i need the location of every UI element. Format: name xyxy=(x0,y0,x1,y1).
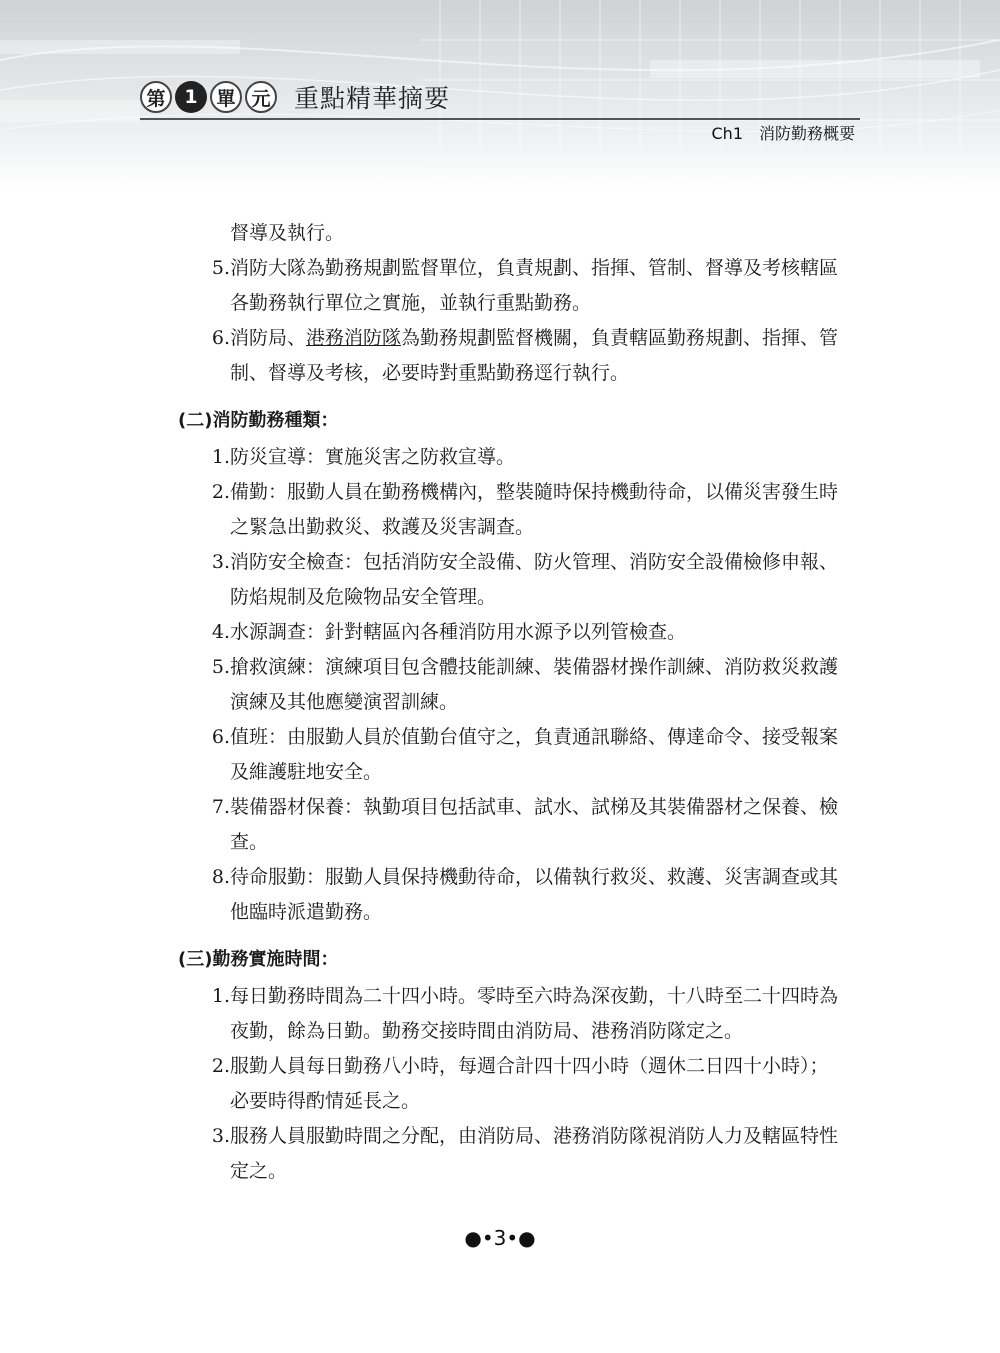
item-text: 每日勤務時間為二十四小時。零時至六時為深夜勤，十八時至二十四時為 xyxy=(230,985,839,1007)
item-number: 5. xyxy=(211,257,230,279)
item-number: 5. xyxy=(211,656,230,678)
underlined-term: 港務消防隊 xyxy=(306,327,402,349)
item-continuation: 之緊急出勤救災、救護及災害調查。 xyxy=(230,516,535,538)
item-text xyxy=(230,321,858,356)
list-item xyxy=(178,720,858,755)
item-number: 3. xyxy=(211,551,230,573)
item-text: 搶救演練：演練項目包含體技能訓練、裝備器材操作訓練、消防救災救護 xyxy=(230,656,839,678)
unit-title: 重點精華摘要 xyxy=(294,84,451,113)
unit-char: 單 xyxy=(210,81,242,113)
list-item xyxy=(178,1119,858,1154)
item-text-post: 為勤務規劃監督機關，負責轄區勤務規劃、指揮、管 xyxy=(401,327,839,349)
list-item xyxy=(178,979,858,1014)
item-number: 4. xyxy=(211,621,230,643)
item-number: 6. xyxy=(211,726,230,748)
list-item xyxy=(178,440,858,475)
list-item xyxy=(178,545,858,580)
item-number: 3. xyxy=(211,1125,230,1147)
item-continuation: 必要時得酌情延長之。 xyxy=(230,1090,421,1112)
item-text: 裝備器材保養：執勤項目包括試車、試水、試梯及其裝備器材之保養、檢 xyxy=(230,796,839,818)
list-item xyxy=(178,1049,858,1084)
item-text: 服務人員服勤時間之分配，由消防局、港務消防隊視消防人力及轄區特性 xyxy=(230,1125,839,1147)
item-text: 值班：由服勤人員於值勤台值守之，負責通訊聯絡、傳達命令、接受報案 xyxy=(230,726,839,748)
item-text: 消防安全檢查：包括消防安全設備、防火管理、消防安全設備檢修申報、 xyxy=(230,551,839,573)
item-number: 1. xyxy=(211,985,230,1007)
item-number: 1. xyxy=(211,446,230,468)
item-continuation: 查。 xyxy=(230,831,269,853)
unit-number: 1 xyxy=(175,81,207,113)
item-text-pre: 消防局、 xyxy=(230,327,307,349)
item-number: 2. xyxy=(211,1055,230,1077)
list-item xyxy=(178,475,858,510)
list-item xyxy=(178,650,858,685)
item-number: 2. xyxy=(211,481,230,503)
unit-prefix-char: 第 xyxy=(140,81,172,113)
item-text: 防災宣導：實施災害之防救宣導。 xyxy=(230,446,516,468)
item-continuation: 防焰規制及危險物品安全管理。 xyxy=(230,586,497,608)
continuation-line: 督導及執行。 xyxy=(230,222,345,244)
item-text: 服勤人員每日勤務八小時，每週合計四十四小時（週休二日四十小時）； xyxy=(230,1055,829,1077)
header-divider xyxy=(140,118,860,120)
item-continuation: 演練及其他應變演習訓練。 xyxy=(230,691,459,713)
item-number: 6. xyxy=(211,327,230,349)
item-continuation: 制、督導及考核，必要時對重點勤務逕行執行。 xyxy=(230,362,630,384)
item-text: 備勤：服勤人員在勤務機構內，整裝隨時保持機動待命，以備災害發生時 xyxy=(230,481,839,503)
chapter-title: Ch1 消防勤務概要 xyxy=(711,124,855,143)
item-continuation: 他臨時派遣勤務。 xyxy=(230,901,383,923)
list-item xyxy=(178,251,858,286)
item-continuation: 定之。 xyxy=(230,1160,288,1182)
item-text: 水源調查：針對轄區內各種消防用水源予以列管檢查。 xyxy=(230,621,687,643)
page-content xyxy=(178,216,858,1189)
page-number: ●•3•● xyxy=(464,1226,536,1250)
item-continuation: 各勤務執行單位之實施，並執行重點勤務。 xyxy=(230,292,592,314)
section-heading: (二)消防勤務種類： xyxy=(178,410,339,431)
section-heading: (三)勤務實施時間： xyxy=(178,949,339,970)
item-number: 7. xyxy=(211,796,230,818)
list-item xyxy=(178,615,858,650)
item-continuation: 夜勤，餘為日勤。勤務交接時間由消防局、港務消防隊定之。 xyxy=(230,1020,744,1042)
list-item xyxy=(178,321,858,356)
item-text: 消防大隊為勤務規劃監督單位，負責規劃、指揮、管制、督導及考核轄區 xyxy=(230,257,839,279)
item-continuation: 及維護駐地安全。 xyxy=(230,761,383,783)
list-item xyxy=(178,790,858,825)
list-item xyxy=(178,860,858,895)
item-number: 8. xyxy=(211,866,230,888)
item-text: 待命服勤：服勤人員保持機動待命，以備執行救災、救護、災害調查或其 xyxy=(230,866,839,888)
unit-suffix-char: 元 xyxy=(245,81,277,113)
unit-badge xyxy=(140,80,450,114)
